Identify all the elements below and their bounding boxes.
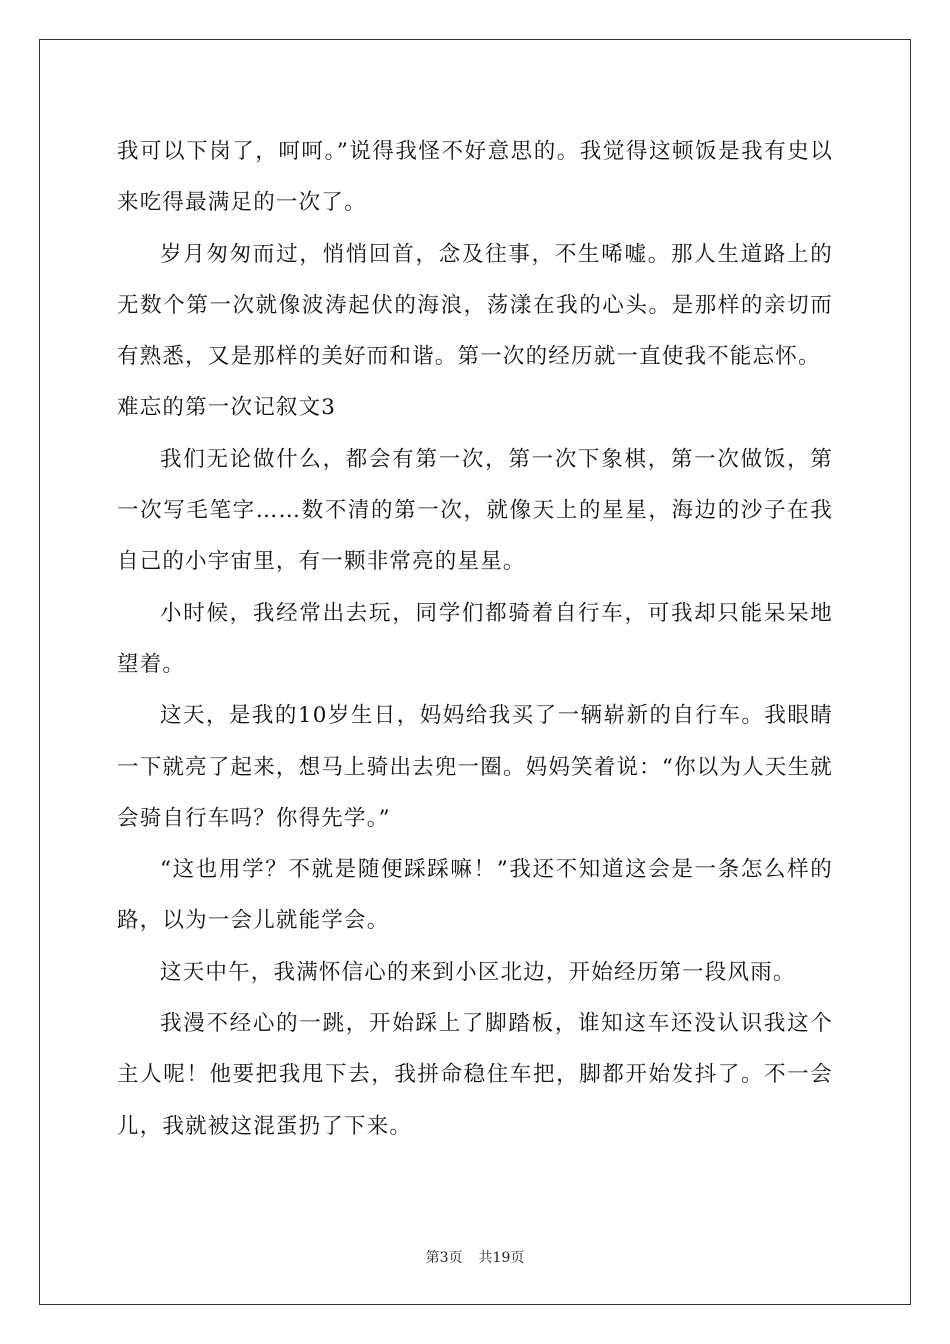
page-number: 第3页 [425, 1250, 463, 1266]
paragraph-3: 我们无论做什么，都会有第一次，第一次下象棋，第一次做饭，第一次写毛笔字……数不清的第一次，就像天上的星星，海边的沙子在我自己的小宇宙里，有一颗非常亮的星星。 [117, 446, 833, 575]
paragraph-5: 这天，是我的10岁生日，妈妈给我买了一辆崭新的自行车。我眼睛一下就亮了起来，想马上骑出去兜一圈。妈妈笑着说：“你以为人天生就会骑自行车吗？你得先学。” [117, 703, 833, 831]
paragraph-2: 岁月匆匆而过，悄悄回首，念及往事，不生唏嘘。那人生道路上的无数个第一次就像波涛起伏的海浪，荡漾在我的心头。是那样的亲切而有熟悉，又是那样的美好而和谐。第一次的经历就一直使我不能忘怀。 [117, 241, 833, 370]
document-body [117, 126, 833, 1152]
paragraph-4: 小时候，我经常出去玩，同学们都骑着自行车，可我却只能呆呆地望着。 [117, 600, 833, 677]
paragraph-8: 我漫不经心的一跳，开始踩上了脚踏板，谁知这车还没认识我这个主人呢！他要把我甩下去，我拼命稳住车把，脚都开始发抖了。不一会儿，我就被这混蛋扔了下来。 [117, 1011, 833, 1139]
paragraph-7: 这天中午，我满怀信心的来到小区北边，开始经历第一段风雨。 [160, 959, 796, 985]
page-footer [0, 1248, 950, 1268]
paragraph-6: “这也用学？不就是随便踩踩嘛！”我还不知道这会是一条怎么样的路，以为一会儿就能学会。 [117, 857, 833, 934]
page-total: 共19页 [478, 1250, 525, 1266]
section-title: 难忘的第一次记叙文3 [117, 395, 337, 421]
paragraph-1: 我可以下岗了，呵呵。”说得我怪不好意思的。我觉得这顿饭是我有史以来吃得最满足的一次了。 [117, 139, 833, 216]
